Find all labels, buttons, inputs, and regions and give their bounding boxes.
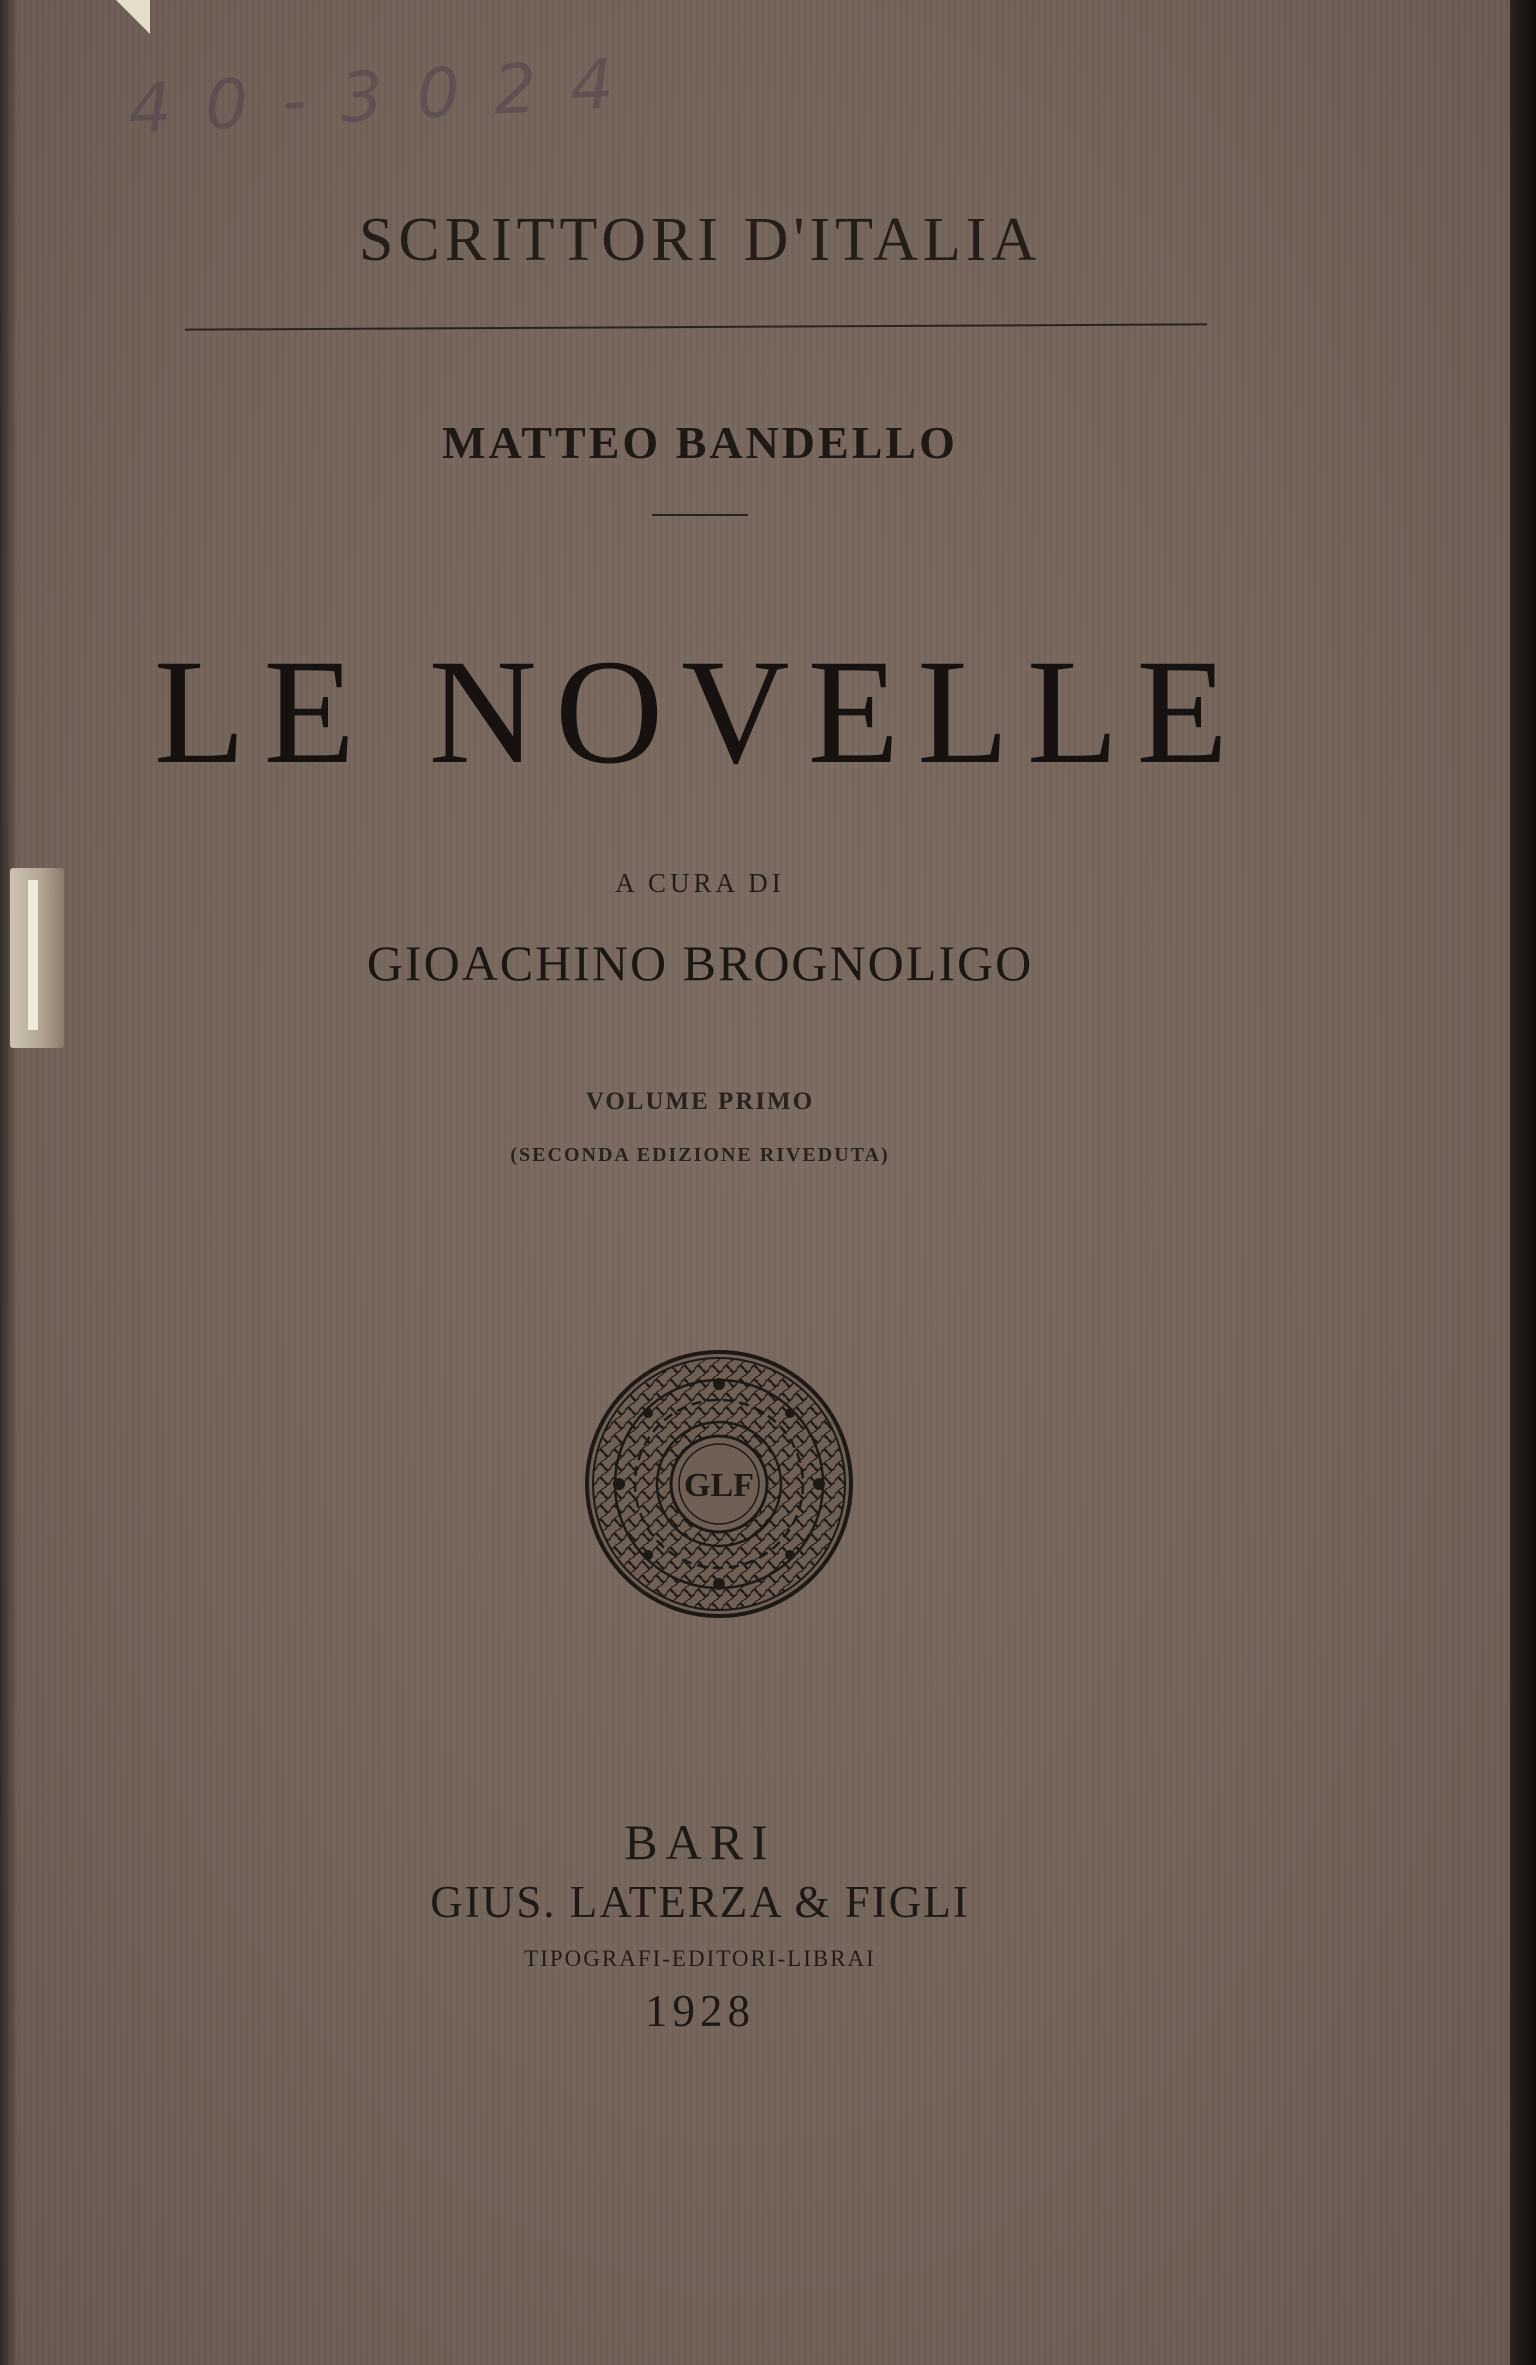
publisher-trade: TIPOGRAFI-EDITORI-LIBRAI bbox=[524, 1946, 876, 1971]
publication-year: 1928 bbox=[645, 1986, 755, 2036]
page-edge bbox=[1510, 0, 1536, 2365]
emblem-monogram: GLF bbox=[684, 1467, 754, 1504]
publisher-emblem-icon bbox=[583, 1348, 855, 1620]
volume-label: VOLUME PRIMO bbox=[585, 1088, 815, 1115]
series-divider bbox=[185, 323, 1207, 330]
editor-intro: A CURA DI bbox=[615, 868, 785, 898]
author-name: MATTEO BANDELLO bbox=[442, 417, 958, 468]
book-title: LE NOVELLE bbox=[153, 629, 1247, 795]
editor-name: GIOACHINO BROGNOLIGO bbox=[366, 935, 1034, 991]
series-title: SCRITTORI D'ITALIA bbox=[358, 206, 1042, 274]
publication-city: BARI bbox=[624, 1814, 776, 1870]
edition-label: (SECONDA EDIZIONE RIVEDUTA) bbox=[510, 1144, 890, 1166]
corner-fold bbox=[116, 0, 150, 34]
author-divider bbox=[652, 514, 748, 516]
handwritten-note: 4 0 - 3 0 2 4 bbox=[126, 45, 622, 150]
publisher-name: GIUS. LATERZA & FIGLI bbox=[430, 1877, 970, 1927]
